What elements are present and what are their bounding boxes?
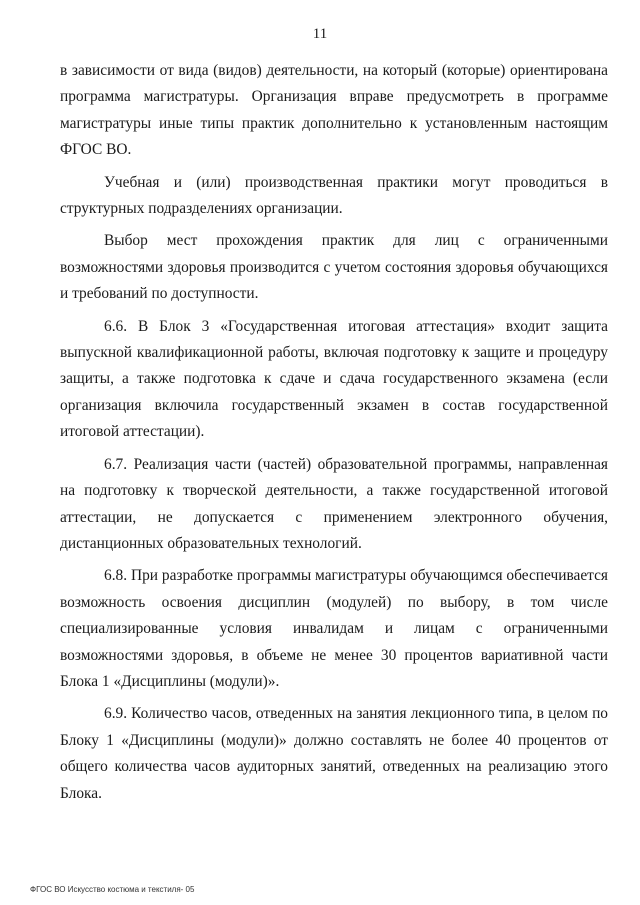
paragraph-6-9: 6.9. Количество часов, отведенных на занятия лекционного типа, в целом по Блоку 1 «Дисциплины (модули)» должно составлять не более 40 процентов от общего количества часов аудиторных занятий, отведенных на реализацию этого Блока. [60,705,608,802]
paragraph-practice-types: в зависимости от вида (видов) деятельности, на который (которые) ориентирована программа магистратуры. Организация вправе предусмотреть в программе магистратуры иные типы практик дополнительно к установленным настоящим ФГОС ВО. [60,62,608,159]
page-footer: ФГОС ВО Искусство костюма и текстиля- 05 [30,885,195,894]
document-body [60,58,608,807]
paragraph-6-6: 6.6. В Блок 3 «Государственная итоговая аттестация» входит защита выпускной квалификационной работы, включая подготовку к защите и процедуру защиты, а также подготовка к сдаче и сдача государственного экзамена (если организация включила государственный экзамен в состав государственной итоговой аттестации). [60,317,608,441]
paragraph-practice-locations: Учебная и (или) производственная практики могут проводиться в структурных подразделениях организации. [60,173,608,218]
paragraph-6-8: 6.8. При разработке программы магистратуры обучающимся обеспечивается возможность освоения дисциплин (модулей) по выбору, в том числе специализированные условия инвалидам и лицам с ограниченными возможностями здоровья, в объеме не менее 30 процентов вариативной части Блока 1 «Дисциплины (модули)». [60,567,608,690]
paragraph-6-7: 6.7. Реализация части (частей) образовательной программы, направленная на подготовку к творческой деятельности, а также государственной итоговой аттестации, не допускается с применением электронного обучения, дистанционных образовательных технологий. [60,455,608,552]
page-number: 11 [312,26,328,42]
paragraph-practice-accessibility: Выбор мест прохождения практик для лиц с ограниченными возможностями здоровья производится с учетом состояния здоровья обучающихся и требований по доступности. [60,232,608,303]
